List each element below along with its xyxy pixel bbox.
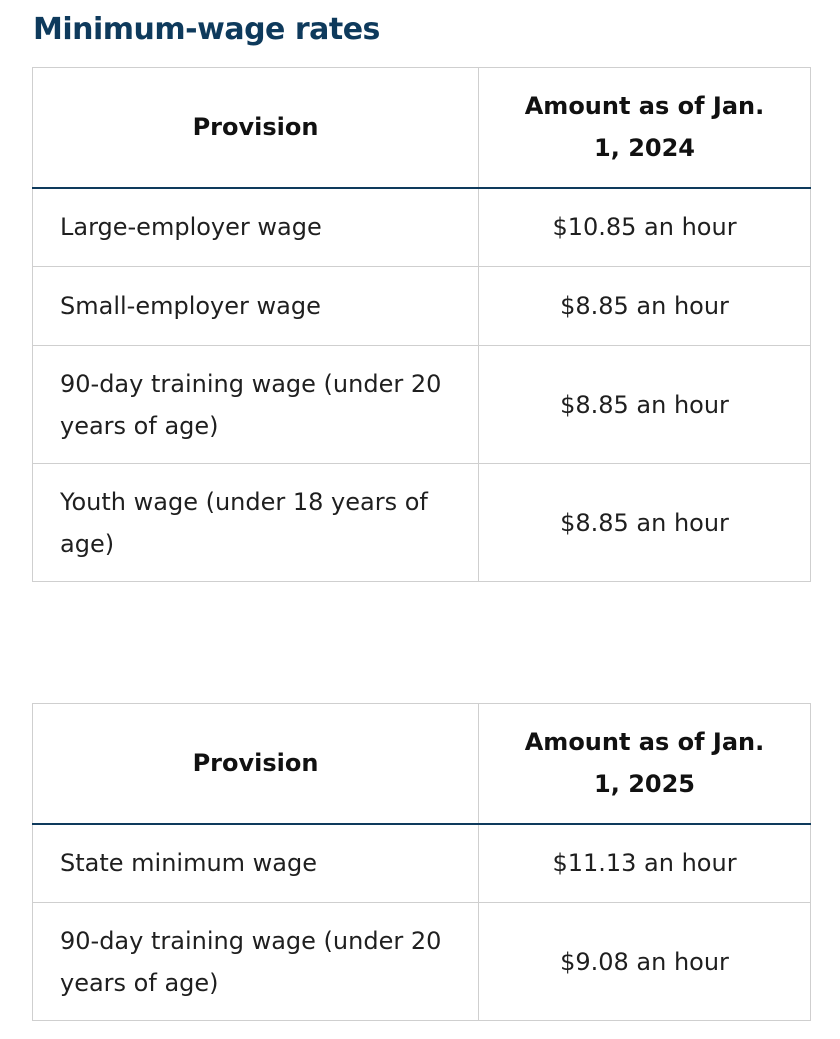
header-amount: Amount as of Jan. 1, 2025 (479, 704, 811, 824)
table-header-row (33, 704, 811, 824)
provision-cell: 90-day training wage (under 20 years of age) (33, 903, 479, 1021)
amount-cell: $8.85 an hour (479, 346, 811, 464)
page-title: Minimum-wage rates (33, 12, 380, 47)
amount-cell: $8.85 an hour (479, 267, 811, 346)
header-provision: Provision (33, 68, 479, 188)
provision-cell: 90-day training wage (under 20 years of age) (33, 346, 479, 464)
table-row (33, 346, 811, 464)
amount-cell: $11.13 an hour (479, 824, 811, 903)
wage-table-2025 (32, 703, 811, 1021)
wage-table-2024 (32, 67, 811, 582)
table-row (33, 267, 811, 346)
provision-cell: Large-employer wage (33, 188, 479, 267)
table-row (33, 188, 811, 267)
table-row (33, 903, 811, 1021)
table-row (33, 464, 811, 582)
provision-cell: State minimum wage (33, 824, 479, 903)
header-amount: Amount as of Jan. 1, 2024 (479, 68, 811, 188)
amount-cell: $8.85 an hour (479, 464, 811, 582)
header-provision: Provision (33, 704, 479, 824)
table-row (33, 824, 811, 903)
provision-cell: Small-employer wage (33, 267, 479, 346)
provision-cell: Youth wage (under 18 years of age) (33, 464, 479, 582)
amount-cell: $9.08 an hour (479, 903, 811, 1021)
table-header-row (33, 68, 811, 188)
amount-cell: $10.85 an hour (479, 188, 811, 267)
